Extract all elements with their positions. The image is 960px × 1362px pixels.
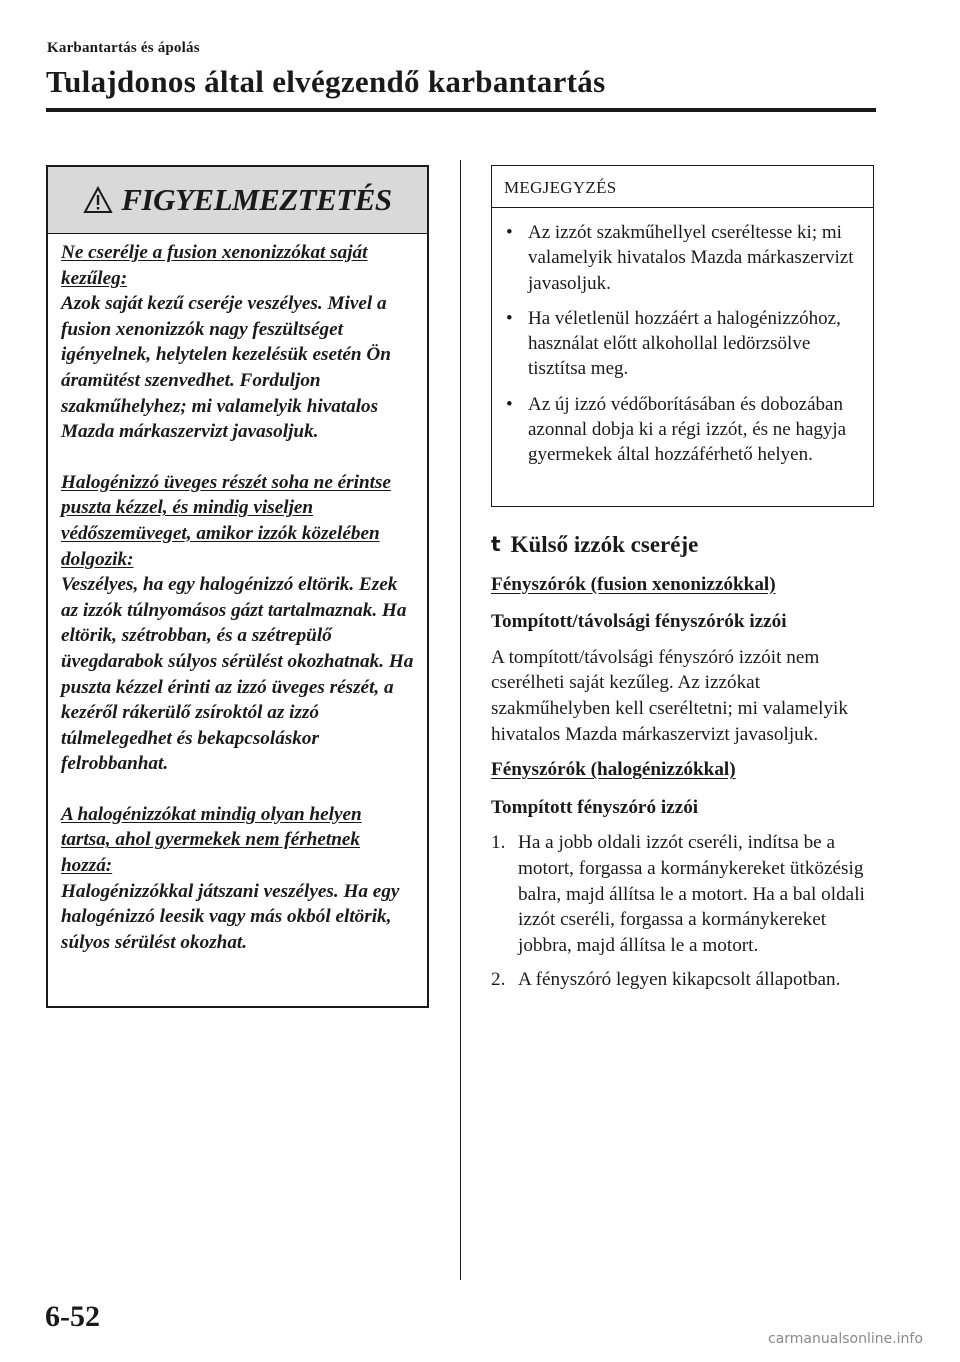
- note-title: MEGJEGYZÉS: [492, 166, 873, 208]
- warning-header: [48, 167, 427, 234]
- section-heading: [491, 532, 881, 558]
- note-item: [506, 306, 863, 382]
- page-number: 6-52: [45, 1300, 100, 1333]
- note-item-text: Az új izzó védőborításában és dobozában azonnal dobja ki a régi izzót, és ne hagyja gyermekek által hozzáférhető helyen.: [528, 393, 847, 466]
- warning-block-1: [61, 240, 415, 445]
- note-list: [492, 208, 873, 468]
- warning-block-3: [61, 802, 415, 956]
- step-text: A fényszóró legyen kikapcsolt állapotban.: [518, 969, 841, 991]
- step-item: [491, 967, 881, 993]
- warning-text: Veszélyes, ha egy halogénizzó eltörik. Ezek az izzók túlnyomásos gázt tartalmaznak. Ha eltörik, szétrobban, és a szétrepülő üvegdarabok súlyos sérülést okozhatnak. Ha puszta kézzel érinti az izzó üveges részét, a kezéről rákerülő zsíroktól az izzó túlmelegedhet és bekapcsoláskor felrobbanhat.: [61, 574, 414, 775]
- note-item-text: Az izzót szakműhellyel cseréltesse ki; mi valamelyik hivatalos Mazda márkaszervizt javasoljuk.: [528, 222, 854, 294]
- page-title: Tulajdonos által elvégzendő karbantartás: [46, 64, 606, 99]
- right-column-content: [491, 532, 881, 1002]
- section-label: Karbantartás és ápolás: [47, 40, 200, 56]
- step-number: 1.: [491, 832, 506, 854]
- warning-triangle-icon: [83, 186, 113, 214]
- section-marker-icon: t: [491, 532, 501, 556]
- bullet-icon: •: [506, 393, 513, 415]
- subsection-heading-xenon: Fényszórók (fusion xenonizzókkal): [491, 573, 776, 595]
- warning-body: [48, 234, 427, 955]
- note-item: [506, 392, 863, 468]
- note-item: [506, 220, 863, 296]
- warning-heading: Ne cserélje a fusion xenonizzókat saját kezűleg:: [61, 242, 368, 289]
- bullet-icon: •: [506, 222, 513, 243]
- subsection-bold-halogen: Tompított fényszóró izzói: [491, 796, 699, 818]
- watermark: carmanualsonline.info: [768, 1331, 923, 1347]
- paragraph-xenon: A tompított/távolsági fényszóró izzóit nem cserélheti saját kezűleg. Az izzókat szakműhelyben kell cseréltetni; mi valamelyik hivatalos Mazda márkaszervizt javasoljuk.: [491, 646, 848, 745]
- warning-text: Halogénizzókkal játszani veszélyes. Ha egy halogénizzó leesik vagy más okból eltörik, súlyos sérülést okozhat.: [61, 880, 400, 953]
- bullet-icon: •: [506, 307, 513, 329]
- section-heading-text: Külső izzók cseréje: [510, 532, 699, 557]
- warning-text: Azok saját kezű cseréje veszélyes. Mivel a fusion xenonizzók nagy feszültséget igényelnek, helytelen kezelésük esetén Ön áramütést szenvedhet. Forduljon szakműhelyhez; mi valamelyik hivatalos Mazda márkaszervizt javasoljuk.: [61, 293, 391, 443]
- warning-heading: Halogénizzó üveges részét soha ne érintse puszta kézzel, és mindig viseljen védőszemüveget, amikor izzók közelében dolgozik:: [61, 471, 391, 570]
- step-item: [491, 830, 881, 958]
- warning-block-2: [61, 470, 415, 777]
- title-rule: [46, 108, 876, 112]
- warning-heading: A halogénizzókat mindig olyan helyen tartsa, ahol gyermekek nem férhetnek hozzá:: [61, 803, 362, 877]
- warning-box: [46, 165, 429, 1008]
- step-number: 2.: [491, 969, 506, 991]
- step-text: Ha a jobb oldali izzót cseréli, indítsa be a motort, forgassa a kormánykereket ütközésig balra, majd állítsa le a motort. Ha a bal oldali izzót cseréli, forgassa a kormánykereket jobbra, majd állítsa le a motort.: [518, 832, 865, 956]
- note-box: [491, 165, 874, 507]
- warning-title: FIGYELMEZTETÉS: [121, 182, 392, 217]
- subsection-heading-halogen: Fényszórók (halogénizzókkal): [491, 759, 736, 781]
- column-divider: [460, 160, 461, 1280]
- subsection-bold-xenon: Tompított/távolsági fényszórók izzói: [491, 611, 787, 633]
- note-item-text: Ha véletlenül hozzáért a halogénizzóhoz, használat előtt alkohollal ledörzsölve tisztítsa meg.: [528, 307, 841, 380]
- steps-list: [491, 830, 881, 993]
